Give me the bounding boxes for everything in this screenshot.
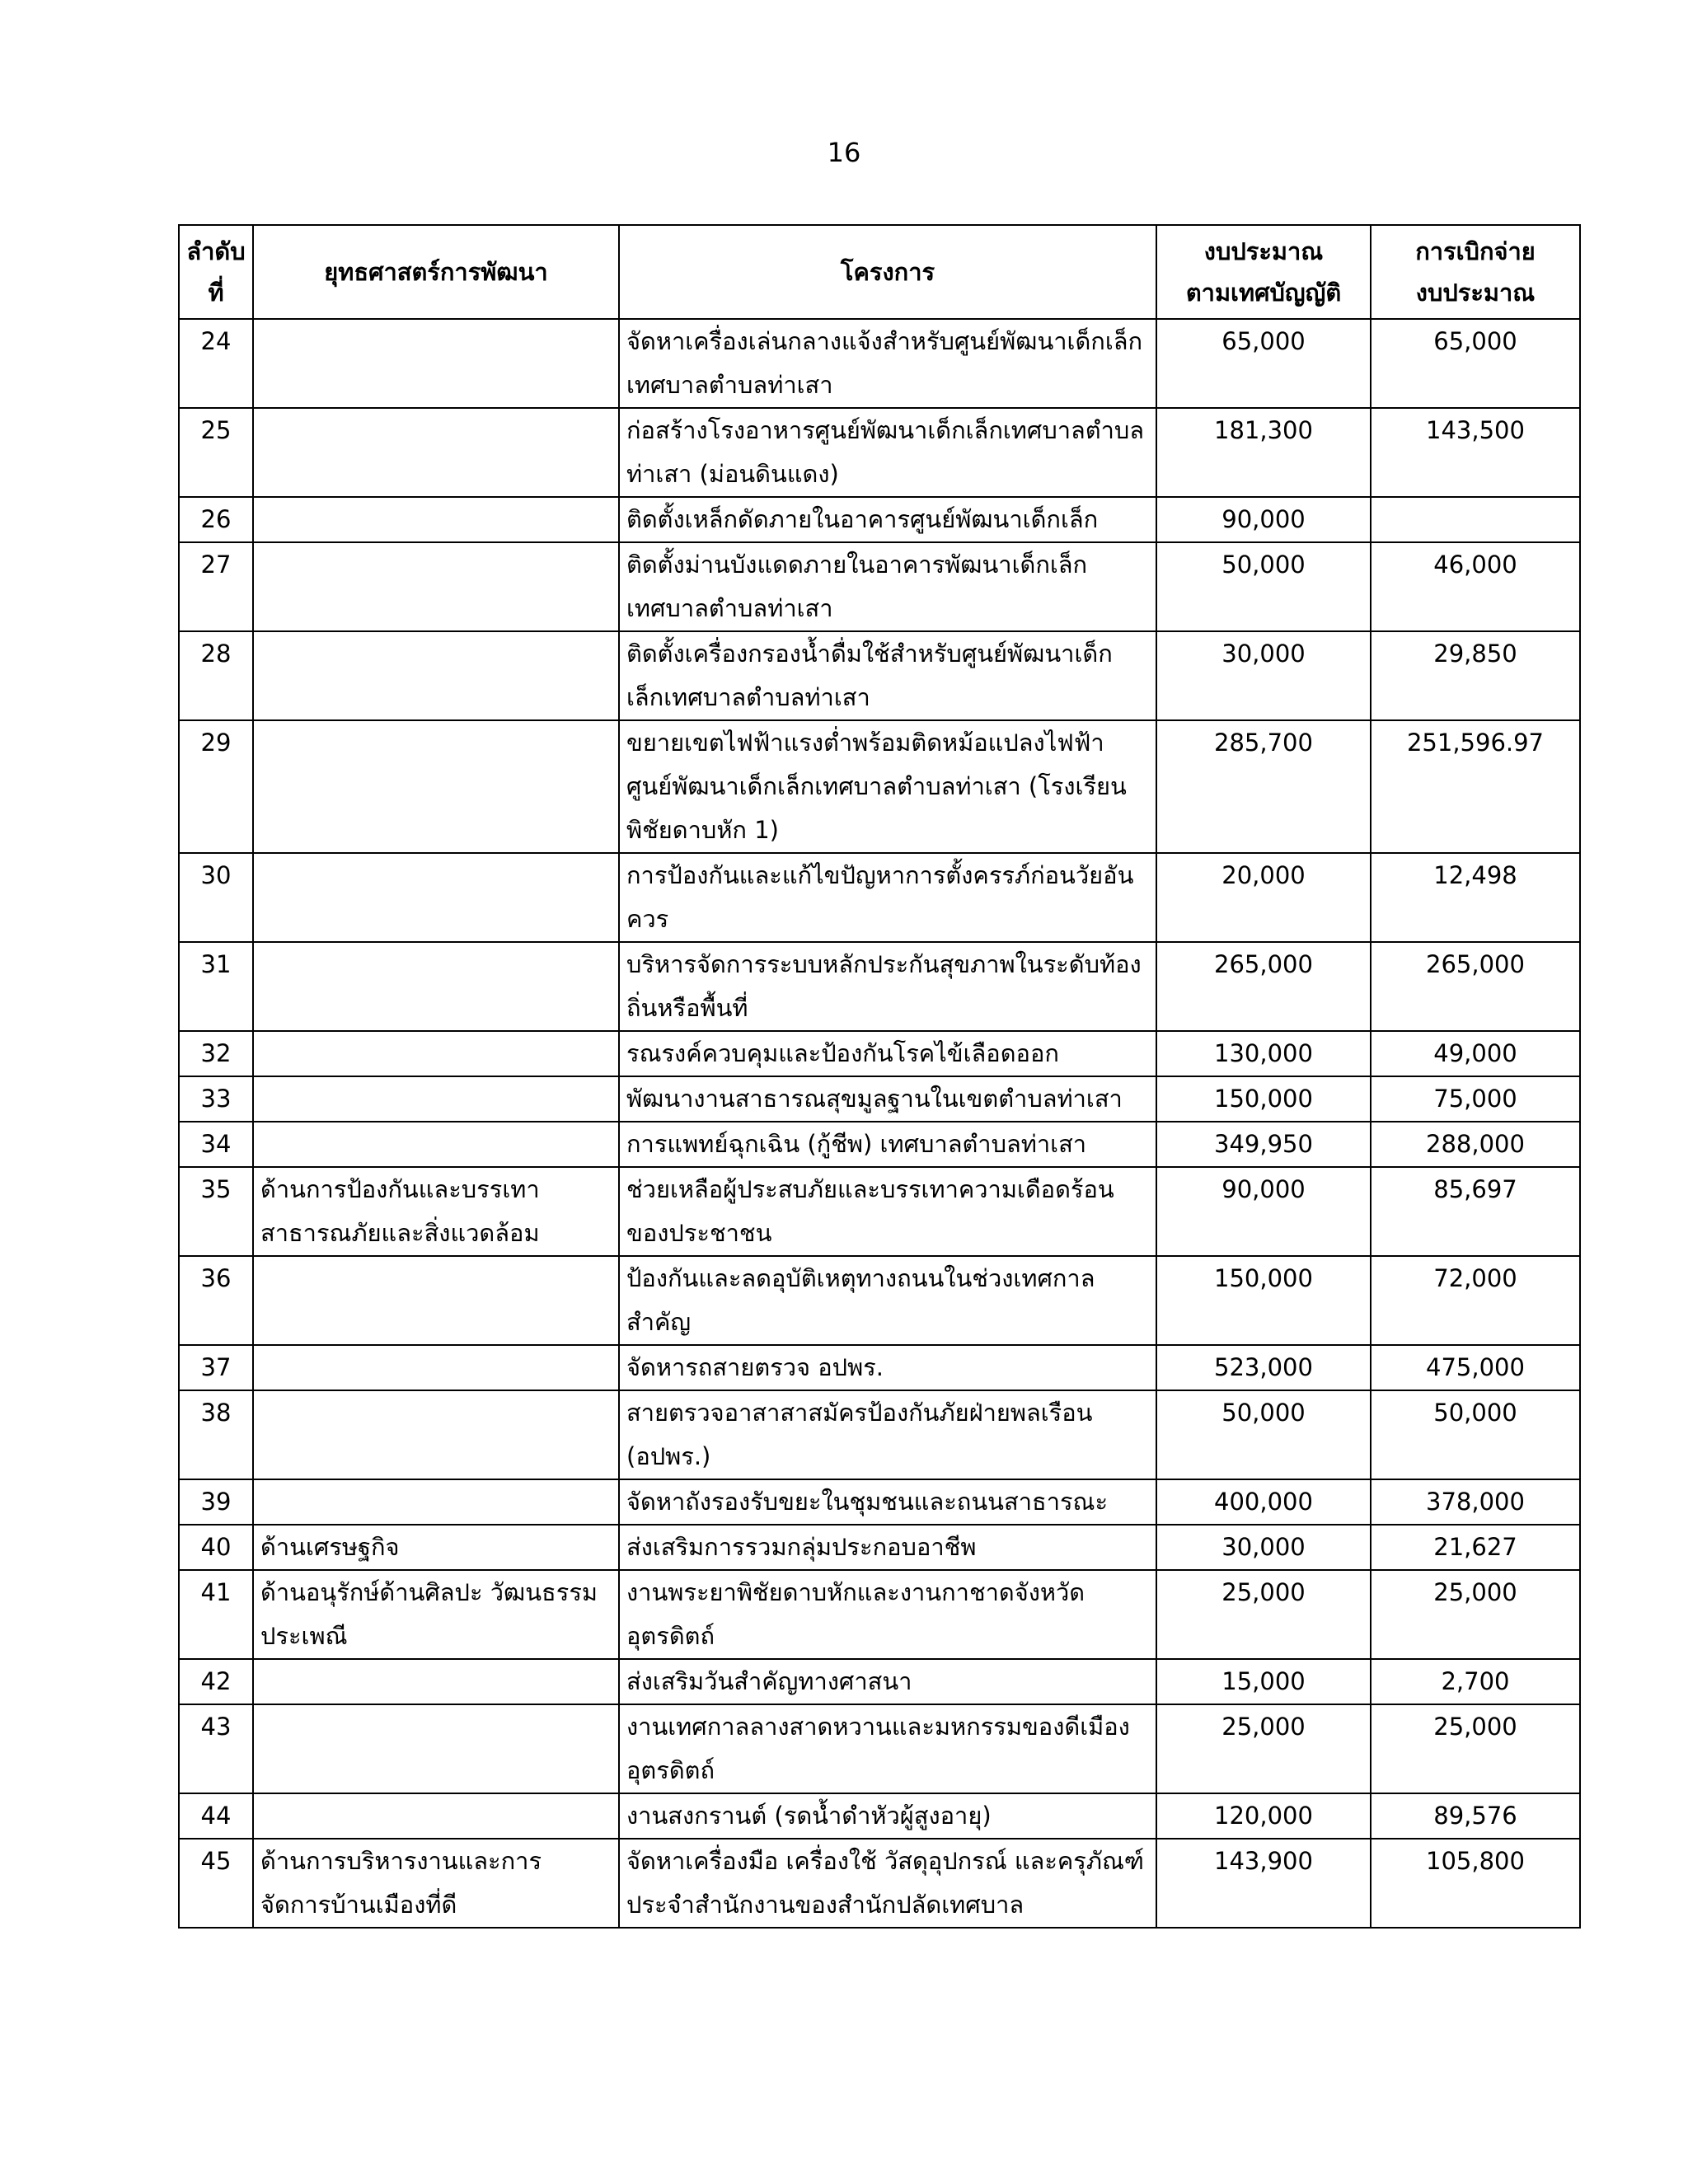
cell-project: สายตรวจอาสาสาสมัครป้องกันภัยฝ่ายพลเรือน (อปพร.) [619,1390,1156,1479]
cell-budget: 130,000 [1156,1031,1371,1076]
cell-project: ป้องกันและลดอุบัติเหตุทางถนนในช่วงเทศกาลสำคัญ [619,1256,1156,1345]
cell-budget: 90,000 [1156,1167,1371,1256]
cell-disbursed: 21,627 [1371,1525,1580,1570]
cell-project: ช่วยเหลือผู้ประสบภัยและบรรเทาความเดือดร้อนของประชาชน [619,1167,1156,1256]
cell-strategy [253,1390,619,1479]
cell-project: ขยายเขตไฟฟ้าแรงต่ำพร้อมติดหม้อแปลงไฟฟ้าศูนย์พัฒนาเด็กเล็กเทศบาลตำบลท่าเสา (โรงเรียนพิชัยดาบหัก 1) [619,720,1156,853]
table-row [179,1031,1580,1076]
table-row [179,720,1580,853]
cell-disbursed: 475,000 [1371,1345,1580,1390]
cell-budget: 50,000 [1156,1390,1371,1479]
cell-project: การแพทย์ฉุกเฉิน (กู้ชีพ) เทศบาลตำบลท่าเสา [619,1122,1156,1167]
cell-budget: 150,000 [1156,1256,1371,1345]
cell-no: 40 [179,1525,253,1570]
cell-project: ติดตั้งเหล็กดัดภายในอาคารศูนย์พัฒนาเด็กเล็ก [619,497,1156,542]
cell-no: 34 [179,1122,253,1167]
cell-strategy [253,1031,619,1076]
cell-disbursed: 49,000 [1371,1031,1580,1076]
cell-project: จัดหาถังรองรับขยะในชุมชนและถนนสาธารณะ [619,1479,1156,1525]
table-row [179,1479,1580,1525]
cell-no: 31 [179,942,253,1031]
cell-budget: 150,000 [1156,1076,1371,1122]
cell-disbursed: 2,700 [1371,1659,1580,1704]
cell-strategy [253,1793,619,1839]
cell-no: 43 [179,1704,253,1793]
table-row [179,1839,1580,1928]
cell-budget: 143,900 [1156,1839,1371,1928]
cell-strategy [253,319,619,408]
cell-no: 44 [179,1793,253,1839]
cell-strategy [253,1345,619,1390]
cell-disbursed: 378,000 [1371,1479,1580,1525]
cell-strategy [253,1076,619,1122]
cell-disbursed: 25,000 [1371,1570,1580,1659]
table-row [179,631,1580,720]
cell-budget: 181,300 [1156,408,1371,497]
cell-no: 24 [179,319,253,408]
table-row [179,1570,1580,1659]
cell-disbursed: 12,498 [1371,853,1580,942]
table-row [179,1167,1580,1256]
cell-strategy [253,1122,619,1167]
cell-no: 32 [179,1031,253,1076]
cell-project: ติดตั้งม่านบังแดดภายในอาคารพัฒนาเด็กเล็กเทศบาลตำบลท่าเสา [619,542,1156,631]
cell-budget: 90,000 [1156,497,1371,542]
cell-project: จัดหาเครื่องมือ เครื่องใช้ วัสดุอุปกรณ์ และครุภัณฑ์ประจำสำนักงานของสำนักปลัดเทศบาล [619,1839,1156,1928]
cell-budget: 25,000 [1156,1570,1371,1659]
cell-disbursed: 50,000 [1371,1390,1580,1479]
cell-budget: 30,000 [1156,1525,1371,1570]
cell-budget: 285,700 [1156,720,1371,853]
cell-disbursed: 265,000 [1371,942,1580,1031]
cell-budget: 523,000 [1156,1345,1371,1390]
table-row [179,408,1580,497]
table-row [179,1659,1580,1704]
cell-strategy [253,853,619,942]
cell-strategy [253,631,619,720]
page-number: 16 [827,137,861,168]
cell-strategy [253,1704,619,1793]
cell-disbursed: 25,000 [1371,1704,1580,1793]
cell-budget: 400,000 [1156,1479,1371,1525]
cell-no: 38 [179,1390,253,1479]
cell-no: 29 [179,720,253,853]
header-budget [1156,225,1371,319]
table-row [179,497,1580,542]
cell-no: 45 [179,1839,253,1928]
header-budget-line2: ตามเทศบัญญัติ [1185,279,1342,307]
table-row [179,542,1580,631]
cell-disbursed: 251,596.97 [1371,720,1580,853]
cell-disbursed: 29,850 [1371,631,1580,720]
table-row [179,1345,1580,1390]
cell-disbursed: 105,800 [1371,1839,1580,1928]
cell-no: 26 [179,497,253,542]
cell-budget: 349,950 [1156,1122,1371,1167]
cell-disbursed: 46,000 [1371,542,1580,631]
cell-strategy [253,1479,619,1525]
cell-project: บริหารจัดการระบบหลักประกันสุขภาพในระดับท้องถิ่นหรือพื้นที่ [619,942,1156,1031]
cell-project: จัดหาเครื่องเล่นกลางแจ้งสำหรับศูนย์พัฒนาเด็กเล็กเทศบาลตำบลท่าเสา [619,319,1156,408]
cell-budget: 65,000 [1156,319,1371,408]
cell-disbursed: 75,000 [1371,1076,1580,1122]
table-row [179,1256,1580,1345]
cell-budget: 15,000 [1156,1659,1371,1704]
cell-no: 39 [179,1479,253,1525]
table-row [179,942,1580,1031]
cell-project: ส่งเสริมวันสำคัญทางศาสนา [619,1659,1156,1704]
header-no: ลำดับที่ [179,225,253,319]
table-body [179,319,1580,1928]
table-row [179,1704,1580,1793]
header-disbursed [1371,225,1580,319]
cell-budget: 265,000 [1156,942,1371,1031]
cell-disbursed: 85,697 [1371,1167,1580,1256]
cell-project: ส่งเสริมการรวมกลุ่มประกอบอาชีพ [619,1525,1156,1570]
cell-strategy [253,1256,619,1345]
cell-project: จัดหารถสายตรวจ อปพร. [619,1345,1156,1390]
table-header-row [179,225,1580,319]
table-row [179,1793,1580,1839]
cell-disbursed: 72,000 [1371,1256,1580,1345]
cell-disbursed: 89,576 [1371,1793,1580,1839]
cell-no: 30 [179,853,253,942]
cell-strategy: ด้านอนุรักษ์ด้านศิลปะ วัฒนธรรมประเพณี [253,1570,619,1659]
header-budget-line1: งบประมาณ [1203,237,1324,265]
cell-budget: 25,000 [1156,1704,1371,1793]
table-row [179,1525,1580,1570]
cell-project: ติดตั้งเครื่องกรองน้ำดื่มใช้สำหรับศูนย์พัฒนาเด็กเล็กเทศบาลตำบลท่าเสา [619,631,1156,720]
header-project: โครงการ [619,225,1156,319]
cell-project: พัฒนางานสาธารณสุขมูลฐานในเขตตำบลท่าเสา [619,1076,1156,1122]
table-row [179,1122,1580,1167]
cell-project: ก่อสร้างโรงอาหารศูนย์พัฒนาเด็กเล็กเทศบาลตำบลท่าเสา (ม่อนดินแดง) [619,408,1156,497]
cell-no: 25 [179,408,253,497]
table-row [179,1390,1580,1479]
cell-disbursed [1371,497,1580,542]
cell-no: 37 [179,1345,253,1390]
cell-budget: 120,000 [1156,1793,1371,1839]
cell-strategy [253,1659,619,1704]
cell-strategy [253,942,619,1031]
cell-project: รณรงค์ควบคุมและป้องกันโรคไข้เลือดออก [619,1031,1156,1076]
cell-strategy: ด้านเศรษฐกิจ [253,1525,619,1570]
cell-strategy: ด้านการป้องกันและบรรเทาสาธารณภัยและสิ่งแวดล้อม [253,1167,619,1256]
header-strategy: ยุทธศาสตร์การพัฒนา [253,225,619,319]
cell-strategy [253,720,619,853]
cell-no: 41 [179,1570,253,1659]
cell-disbursed: 143,500 [1371,408,1580,497]
cell-project: งานพระยาพิชัยดาบหักและงานกาชาดจังหวัดอุตรดิตถ์ [619,1570,1156,1659]
cell-no: 28 [179,631,253,720]
cell-no: 33 [179,1076,253,1122]
table-row [179,853,1580,942]
cell-project: งานเทศกาลลางสาดหวานและมหกรรมของดีเมืองอุตรดิตถ์ [619,1704,1156,1793]
cell-budget: 50,000 [1156,542,1371,631]
cell-strategy [253,542,619,631]
cell-no: 27 [179,542,253,631]
table-row [179,1076,1580,1122]
cell-disbursed: 65,000 [1371,319,1580,408]
budget-table [178,224,1581,1929]
cell-strategy [253,408,619,497]
cell-strategy [253,497,619,542]
cell-budget: 20,000 [1156,853,1371,942]
table-row [179,319,1580,408]
header-disbursed-line2: งบประมาณ [1415,279,1536,307]
cell-disbursed: 288,000 [1371,1122,1580,1167]
header-disbursed-line1: การเบิกจ่าย [1415,237,1536,265]
cell-no: 35 [179,1167,253,1256]
cell-project: งานสงกรานต์ (รดน้ำดำหัวผู้สูงอายุ) [619,1793,1156,1839]
cell-no: 42 [179,1659,253,1704]
cell-no: 36 [179,1256,253,1345]
cell-strategy: ด้านการบริหารงานและการจัดการบ้านเมืองที่ดี [253,1839,619,1928]
cell-budget: 30,000 [1156,631,1371,720]
cell-project: การป้องกันและแก้ไขปัญหาการตั้งครรภ์ก่อนวัยอันควร [619,853,1156,942]
